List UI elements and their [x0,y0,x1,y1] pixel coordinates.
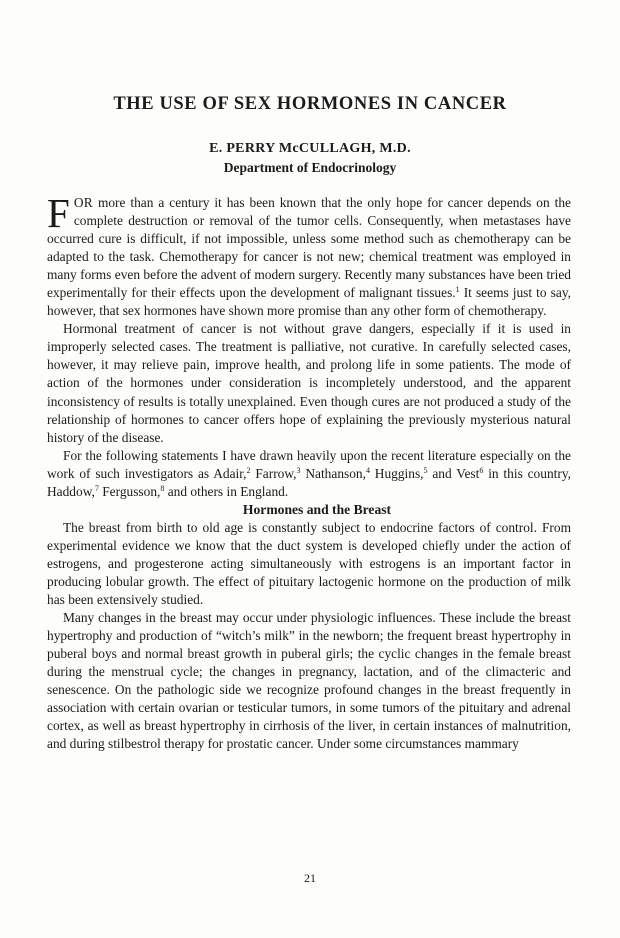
paragraph-2: Hormonal treatment of cancer is not without grave dangers, especially if it is used in improperly selected cases. The treatment is palliative, not curative. In carefully selected cases, however, it may relieve pain, improve health, and prolong life in some patients. The mode of action of the hormones under consideration is incompletely understood, and the apparent inconsistency of results is totally unexplained. Even though cures are not produced a study of the relationship of hormones to cancer offers hope of explaining the previously mysterious natural history of the disease. [47,321,571,445]
page-number: 21 [304,871,316,885]
paragraph-1-text-a: more than a century it has been known that the only hope for cancer depends on the complete destruction or removal of the tumor cells. Consequently, when metastases have occurred cure is difficult, if not impossible, unless some method such as chemotherapy can be adapted to the task. Chemotherapy for cancer is not new; chemical treatment was employed in many forms even before the advent of modern surgery. Recently many substances have been tried experimentally for their effects upon the development of malignant tissues. [47,195,571,301]
paragraph-3-text: Fergusson, [98,483,161,499]
author-name: E. PERRY McCULLAGH, M.D. [209,141,411,156]
reference-2: 2 [246,465,251,475]
author-department: Department of Endocrinology [223,160,397,175]
drop-cap: F [47,190,70,236]
reference-5: 5 [423,465,428,475]
reference-1: 1 [455,285,460,295]
article-title: THE USE OF SEX HORMONES IN CANCER [113,94,507,114]
paragraph-3-text: Nathanson, [300,465,366,481]
reference-6: 6 [479,465,484,475]
paragraph-5: Many changes in the breast may occur under physiologic influences. These include the breast hypertrophy and production of “witch’s milk” in the newborn; the frequent breast hypertrophy in puberal boys and normal breast growth in puberal girls; the cyclic changes in the female breast during the menstrual cycle; the changes in pregnancy, lactation, and of the climacteric and senescence. On the pathologic side we recognize profound changes in the breast frequently in association with certain ovarian or testicular tumors, in some tumors of the pituitary and adrenal cortex, as well as breast hypertrophy in cirrhosis of the liver, in certain instances of malnutrition, and during stilbestrol therapy for prostatic cancer. Under some circumstances mammary [47,610,571,752]
paragraph-3 [47,447,571,501]
paragraph-1 [47,190,572,320]
reference-8: 8 [160,483,165,493]
lead-in: OR [73,195,94,210]
paragraph-3-text: Farrow, [250,465,297,481]
paragraph-3-text: and others in England. [164,483,289,499]
article-body [47,190,572,753]
paragraph-3-text: and Vest [427,465,480,481]
reference-3: 3 [296,465,301,475]
paragraph-3-text: For the following statements I have drawn heavily upon the recent literature especially on the work of such investigators as Adair, [47,447,571,481]
paragraph-3-text: in this country, Haddow, [47,465,571,499]
reference-4: 4 [365,465,370,475]
paragraph-3-text: Huggins, [369,465,424,481]
paragraph-4: The breast from birth to old age is constantly subject to endocrine factors of control. From experimental evidence we know that the duct system is developed chiefly under the action of estrogens, and progesterone acting simultaneously with estrogens is an important factor in producing lobular growth. The effect of pituitary lactogenic hormone on the production of milk has been extensively studied. [47,519,571,608]
reference-7: 7 [94,483,99,493]
paragraph-1-text-b: It seems just to say, however, that sex hormones have shown more promise than any other form of chemotherapy. [47,285,572,319]
section-heading: Hormones and the Breast [242,501,392,517]
